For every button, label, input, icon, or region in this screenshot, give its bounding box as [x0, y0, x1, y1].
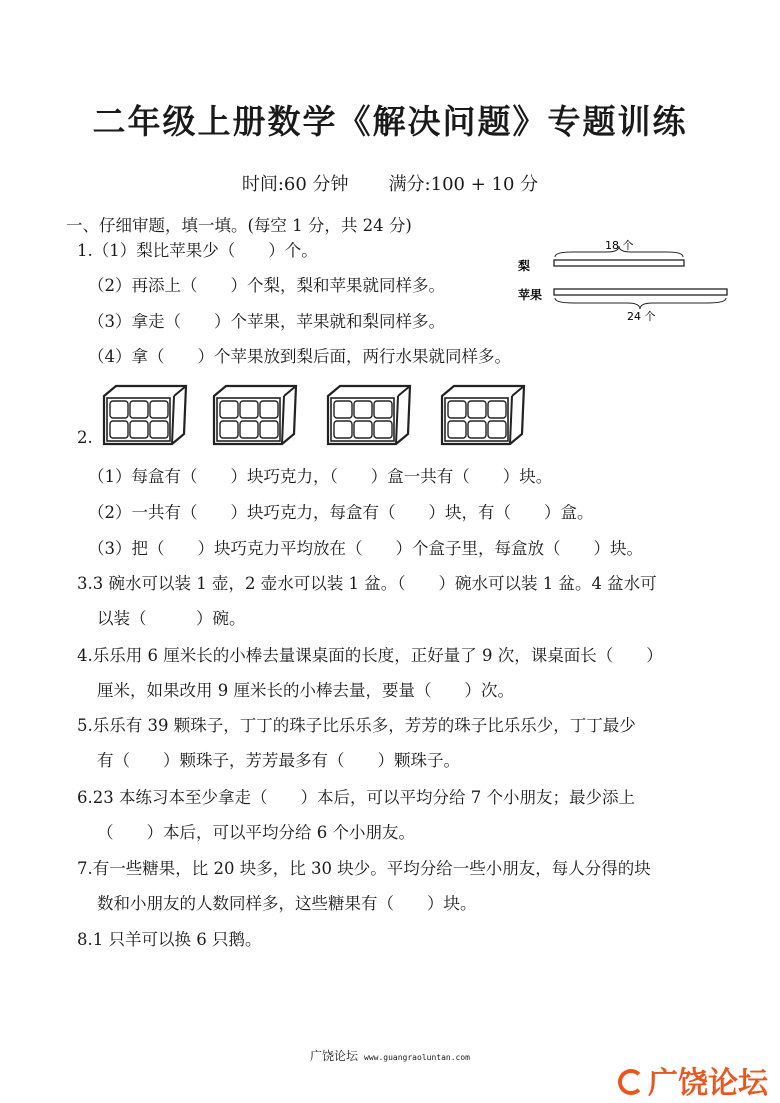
- apple-brace: [555, 298, 726, 309]
- apple-bar: [554, 289, 727, 295]
- q4-line-2: 厘米，如果改用 9 厘米长的小棒去量，要量（ ）次。: [97, 681, 514, 700]
- bar-diagram: [512, 238, 737, 323]
- page-title: 二年级上册数学《解决问题》专题训练: [92, 102, 688, 141]
- chocolate-box-3: [328, 386, 410, 444]
- chocolate-boxes-svg: [100, 380, 540, 450]
- q3-line-2: 以装（ ）碗。: [97, 609, 246, 628]
- pear-bar: [554, 260, 684, 266]
- q2-line-2: （2）一共有（ ）块巧克力，每盒有（ ）块，有（ ）盒。: [88, 503, 594, 522]
- footer-url: www.guangraoluntan.com: [364, 1053, 470, 1062]
- apple-count: 24 个: [627, 310, 656, 323]
- footer-site-name: 广饶论坛: [310, 1049, 359, 1063]
- logo-g-icon: [618, 1069, 644, 1095]
- q4-line-1: 4.乐乐用 6 厘米长的小棒去量课桌面的长度，正好量了 9 次，课桌面长（ ）: [77, 646, 663, 665]
- pear-count: 18 个: [605, 239, 634, 252]
- q8-line-1: 8.1 只羊可以换 6 只鹅。: [77, 930, 262, 949]
- chocolate-boxes: [100, 380, 540, 450]
- q7-line-1: 7.有一些糖果，比 20 块多，比 30 块少。平均分给一些小朋友，每人分得的块: [77, 859, 651, 878]
- q3-line-1: 3.3 碗水可以装 1 壶，2 壶水可以装 1 盆。（ ）碗水可以装 1 盆。4 盆水可: [77, 574, 657, 593]
- time-limit: 时间:60 分钟: [241, 174, 349, 195]
- apple-label: 苹果: [518, 288, 543, 302]
- chocolate-box-1: [104, 386, 186, 444]
- q6-line-2: （ ）本后，可以平均分给 6 个小朋友。: [97, 823, 415, 842]
- chocolate-box-4: [442, 386, 524, 444]
- q1-line-3: （3）拿走（ ）个苹果，苹果就和梨同样多。: [88, 312, 445, 331]
- logo-text: 广饶论坛: [648, 1066, 768, 1101]
- full-score: 满分:100 + 10 分: [388, 174, 539, 195]
- q2-line-1: （1）每盒有（ ）块巧克力，（ ）盒一共有（ ）块。: [88, 467, 553, 486]
- section-heading: 一、仔细审题，填一填。(每空 1 分，共 24 分): [66, 216, 412, 235]
- q5-line-2: 有（ ）颗珠子，芳芳最多有（ ）颗珠子。: [97, 751, 460, 770]
- pear-label: 梨: [518, 259, 531, 273]
- site-logo: [618, 1058, 768, 1102]
- q6-line-1: 6.23 本练习本至少拿走（ ）本后，可以平均分给 7 个小朋友；最少添上: [77, 788, 635, 807]
- q2-line-3: （3）把（ ）块巧克力平均放在（ ）个盒子里，每盒放（ ）块。: [88, 539, 643, 558]
- q1-line-1: 1.（1）梨比苹果少（ ）个。: [77, 241, 318, 260]
- exam-info: [0, 170, 780, 196]
- q7-line-2: 数和小朋友的人数同样多，这些糖果有（ ）块。: [97, 894, 477, 913]
- q1-line-2: （2）再添上（ ）个梨，梨和苹果就同样多。: [88, 276, 445, 295]
- q2-number: 2.: [77, 428, 93, 447]
- q5-line-1: 5.乐乐有 39 颗珠子，丁丁的珠子比乐乐多，芳芳的珠子比乐乐少，丁丁最少: [77, 716, 636, 735]
- bar-diagram-svg: [512, 238, 737, 323]
- chocolate-box-2: [214, 386, 296, 444]
- q1-line-4: （4）拿（ ）个苹果放到梨后面，两行水果就同样多。: [88, 347, 511, 366]
